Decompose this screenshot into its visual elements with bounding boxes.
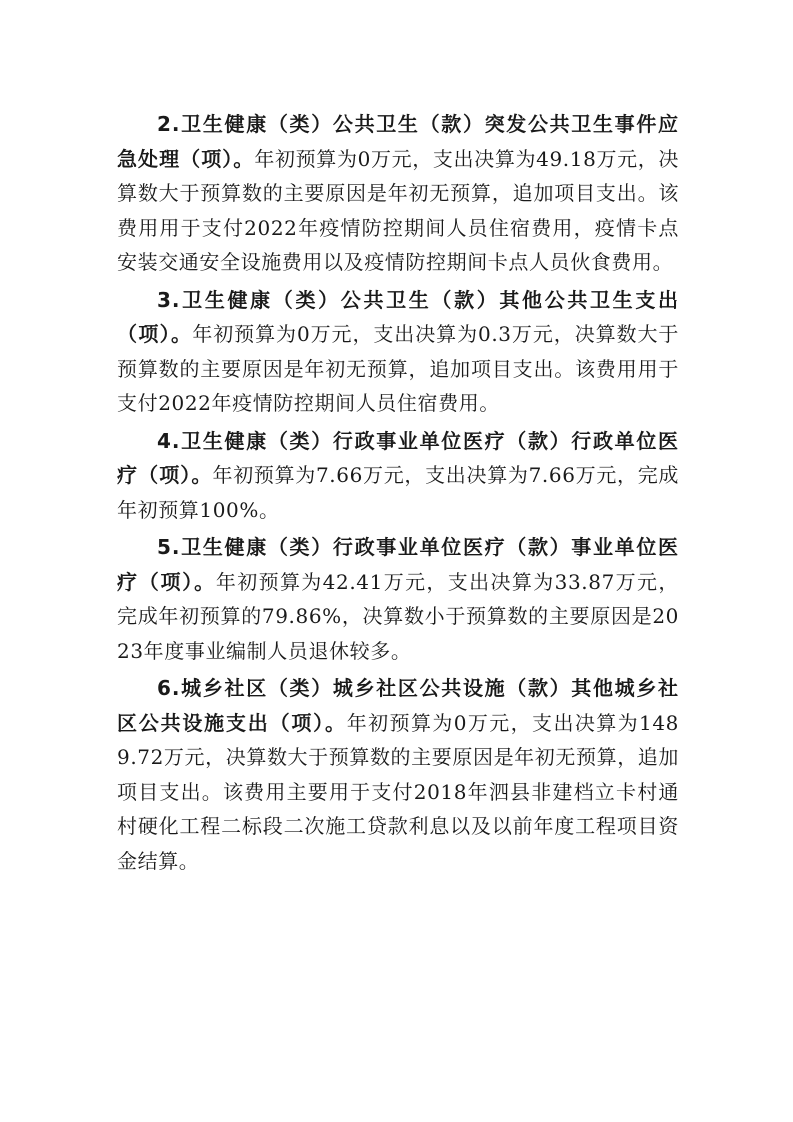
paragraph-5 — [117, 530, 679, 668]
paragraph-3 — [117, 283, 679, 421]
paragraph-4 — [117, 424, 679, 528]
paragraph-6 — [117, 671, 679, 878]
paragraph-2-heading: 2.卫生健康（类）公共卫生（款）突发公共卫生事件应急处理（项）。 — [117, 112, 679, 171]
paragraph-5-heading: 5.卫生健康（类）行政事业单位医疗（款）事业单位医疗（项）。 — [117, 535, 679, 594]
paragraph-2 — [117, 107, 679, 280]
paragraph-4-body: 年初预算为7.66万元，支出决算为7.66万元，完成年初预算100%。 — [117, 463, 680, 522]
paragraph-3-heading: 3.卫生健康（类）公共卫生（款）其他公共卫生支出（项）。 — [117, 287, 679, 346]
paragraph-6-body: 年初预算为0万元，支出决算为1489.72万元，决算数大于预算数的主要原因是年初无预算，追加项目支出。该费用主要用于支付2018年泗县非建档立卡村通村硬化工程二标段二次施工贷款利息以及以前年度工程项目资金结算。 — [117, 710, 680, 873]
paragraph-4-heading: 4.卫生健康（类）行政事业单位医疗（款）行政单位医疗（项）。 — [117, 428, 679, 487]
paragraph-2-body: 年初预算为0万元，支出决算为49.18万元，决算数大于预算数的主要原因是年初无预算，追加项目支出。该费用用于支付2022年疫情防控期间人员住宿费用，疫情卡点安装交通安全设施费用以及疫情防控期间卡点人员伙食费用。 — [117, 146, 680, 274]
paragraph-5-body: 年初预算为42.41万元，支出决算为33.87万元，完成年初预算的79.86%，决算数小于预算数的主要原因是2023年度事业编制人员退休较多。 — [117, 569, 679, 663]
paragraph-3-body: 年初预算为0万元，支出决算为0.3万元，决算数大于预算数的主要原因是年初无预算，追加项目支出。该费用用于支付2022年疫情防控期间人员住宿费用。 — [117, 322, 680, 415]
document-page — [117, 107, 679, 881]
paragraph-6-heading: 6.城乡社区（类）城乡社区公共设施（款）其他城乡社区公共设施支出（项）。 — [117, 676, 679, 735]
